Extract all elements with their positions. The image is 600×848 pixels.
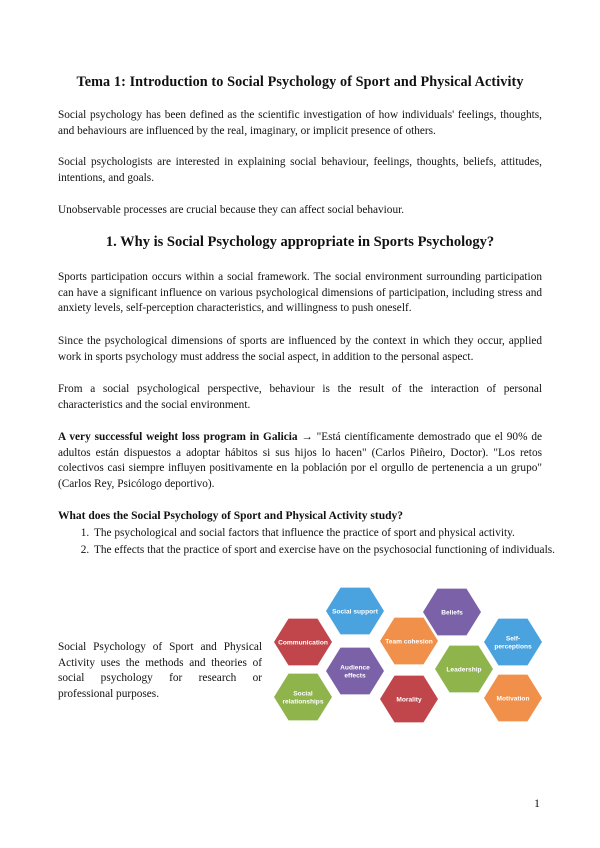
hexagon-label: Audience	[340, 664, 370, 672]
quote-paragraph	[58, 430, 542, 492]
hexagon-label: Leadership	[446, 666, 482, 674]
page-number: 1	[534, 796, 540, 810]
hexagon-label: relationships	[282, 698, 324, 706]
hexagon-label: effects	[344, 672, 366, 680]
hexagon-label: Self-	[505, 635, 521, 643]
arrow-icon: →	[301, 431, 313, 443]
study-list	[58, 526, 576, 560]
intro-paragraph-3: Unobservable processes are crucial because they can affect social behaviour.	[58, 204, 405, 216]
hexagon-label: Motivation	[496, 695, 530, 703]
quote-text: "Está científicamente demostrado que el 90% de adultos están dispuestos a adoptar hábitos si sus hijos lo hacen" (Carlos Piñeiro, Doctor). "Los retos colectivos casi siempre influyen positivamente en la población por el orgullo de pertenencia a un grupo" (Carlos Rey, Psicólogo deportivo).	[58, 431, 543, 490]
list-item: 2. The effects that the practice of sport and exercise have on the psychosocial functioning of individuals.	[92, 543, 576, 557]
section-paragraph-1: Sports participation occurs within a social framework. The social environment surrounding participation can have a significant influence on various psychological dimensions of participation, including stress and anxiety levels, self-perception characteristics, and willingness to push oneself.	[58, 271, 542, 315]
hexagon-label: Beliefs	[441, 609, 463, 617]
hexagon-label: Team cohesion	[385, 638, 433, 646]
list-item: 1. The psychological and social factors that influence the practice of sport and physical activity.	[92, 526, 576, 540]
hexagon-label: Social support	[332, 608, 378, 616]
hexagon-motivation	[484, 675, 542, 722]
section-paragraph-2: Since the psychological dimensions of sports are influenced by the context in which they occur, applied work in sports psychology must address the social aspect, in addition to the personal aspect.	[58, 335, 542, 363]
hexagon-beliefs	[423, 589, 481, 636]
intro-paragraph-2: Social psychologists are interested in explaining social behaviour, feelings, thoughts, beliefs, attitudes, intentions, and goals.	[58, 156, 542, 184]
hexagon-team-cohesion	[380, 618, 438, 665]
section-heading: 1. Why is Social Psychology appropriate in Sports Psychology?	[105, 234, 495, 250]
document-title: Tema 1: Introduction to Social Psychology of Sport and Physical Activity	[76, 74, 524, 90]
hexagon-label: Communication	[278, 639, 328, 647]
diagram-caption: Social Psychology of Sport and Physical Activity uses the methods and theories of social psychology for research or professional purposes.	[58, 641, 262, 700]
hexagon-morality	[380, 676, 438, 723]
study-heading: What does the Social Psychology of Sport and Physical Activity study?	[58, 510, 404, 522]
hexagon-social-relationships	[274, 674, 332, 721]
hexagon-communication	[274, 619, 332, 666]
hexagon-label: perceptions	[494, 643, 532, 651]
intro-paragraph-1: Social psychology has been defined as the scientific investigation of how individuals' feelings, thoughts, and behaviours are influenced by the real, imaginary, or implicit presence of others.	[58, 109, 542, 137]
quote-lead: A very successful weight loss program in Galicia	[58, 431, 298, 443]
hexagon-label: Social	[293, 690, 313, 698]
hexagon-label: Morality	[396, 696, 422, 704]
hexagon-social-support	[326, 588, 384, 635]
hexagon-leadership	[435, 646, 493, 693]
topics-hexagon-diagram	[262, 583, 552, 728]
hexagon-self-perceptions	[484, 619, 542, 666]
section-paragraph-3: From a social psychological perspective, behaviour is the result of the interaction of personal characteristics and the social environment.	[58, 383, 542, 411]
hexagon-audience-effects	[326, 648, 384, 695]
